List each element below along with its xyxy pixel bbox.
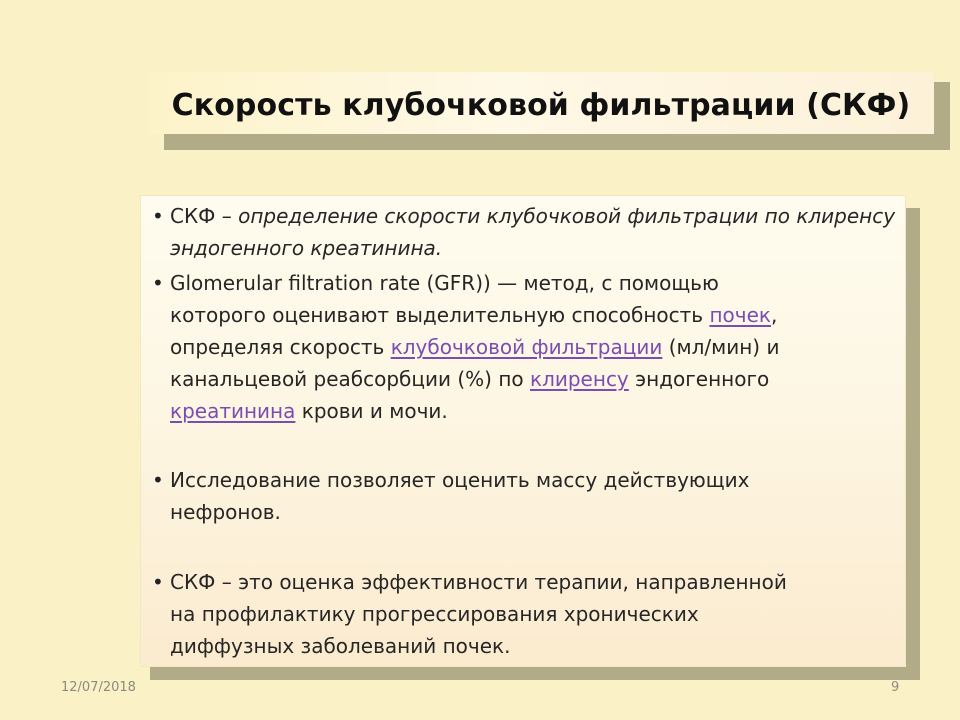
bullet-marker: • (152, 468, 164, 492)
bullet-lead: СКФ – (170, 204, 239, 228)
gfr-line-3: определяя скорость (170, 335, 391, 359)
gfr-line-1: Glomerular filtration rate (GFR)) — метод, с помощью (170, 271, 719, 295)
link-kidneys[interactable]: почек (709, 303, 771, 327)
gfr-line-4-end: эндогенного (628, 367, 770, 391)
footer-page-number: 9 (891, 680, 900, 695)
nephron-line-1: Исследование позволяет оценить массу действующих (170, 468, 750, 492)
bullet-italic-definition: определение скорости клубочковой фильтрации по клиренсу эндогенного креатинина. (170, 204, 896, 260)
gfr-line-4: канальцевой реабсорбции (%) по (170, 367, 530, 391)
title-box (148, 72, 934, 134)
therapy-line-1: СКФ – это оценка эффективности терапии, направленной (170, 570, 787, 594)
bullet-text-3 (170, 464, 910, 528)
nephron-line-2: нефронов. (170, 500, 281, 524)
content-box (140, 195, 906, 667)
bullet-text-1 (170, 200, 910, 264)
therapy-line-3: диффузных заболеваний почек. (170, 634, 511, 658)
bullet-marker: • (152, 204, 164, 228)
link-clearance[interactable]: клиренсу (530, 367, 629, 391)
gfr-line-5-end: крови и мочи. (295, 399, 448, 423)
therapy-line-2: на профилактику прогрессирования хронических (170, 602, 699, 626)
bullet-marker: • (152, 271, 164, 295)
slide-title: Скорость клубочковой фильтрации (СКФ) (171, 87, 911, 123)
bullet-text-4 (170, 566, 910, 662)
gfr-line-3-end: (мл/мин) и (662, 335, 780, 359)
link-creatinine[interactable]: креатинина (170, 399, 296, 423)
gfr-line-2-end: , (770, 303, 778, 327)
gfr-line-2: которого оценивают выделительную способность (170, 303, 710, 327)
bullet-marker: • (152, 570, 164, 594)
link-glomerular-filtration[interactable]: клубочковой фильтрации (390, 335, 663, 359)
bullet-text-2 (170, 267, 910, 427)
footer-date: 12/07/2018 (61, 680, 136, 695)
